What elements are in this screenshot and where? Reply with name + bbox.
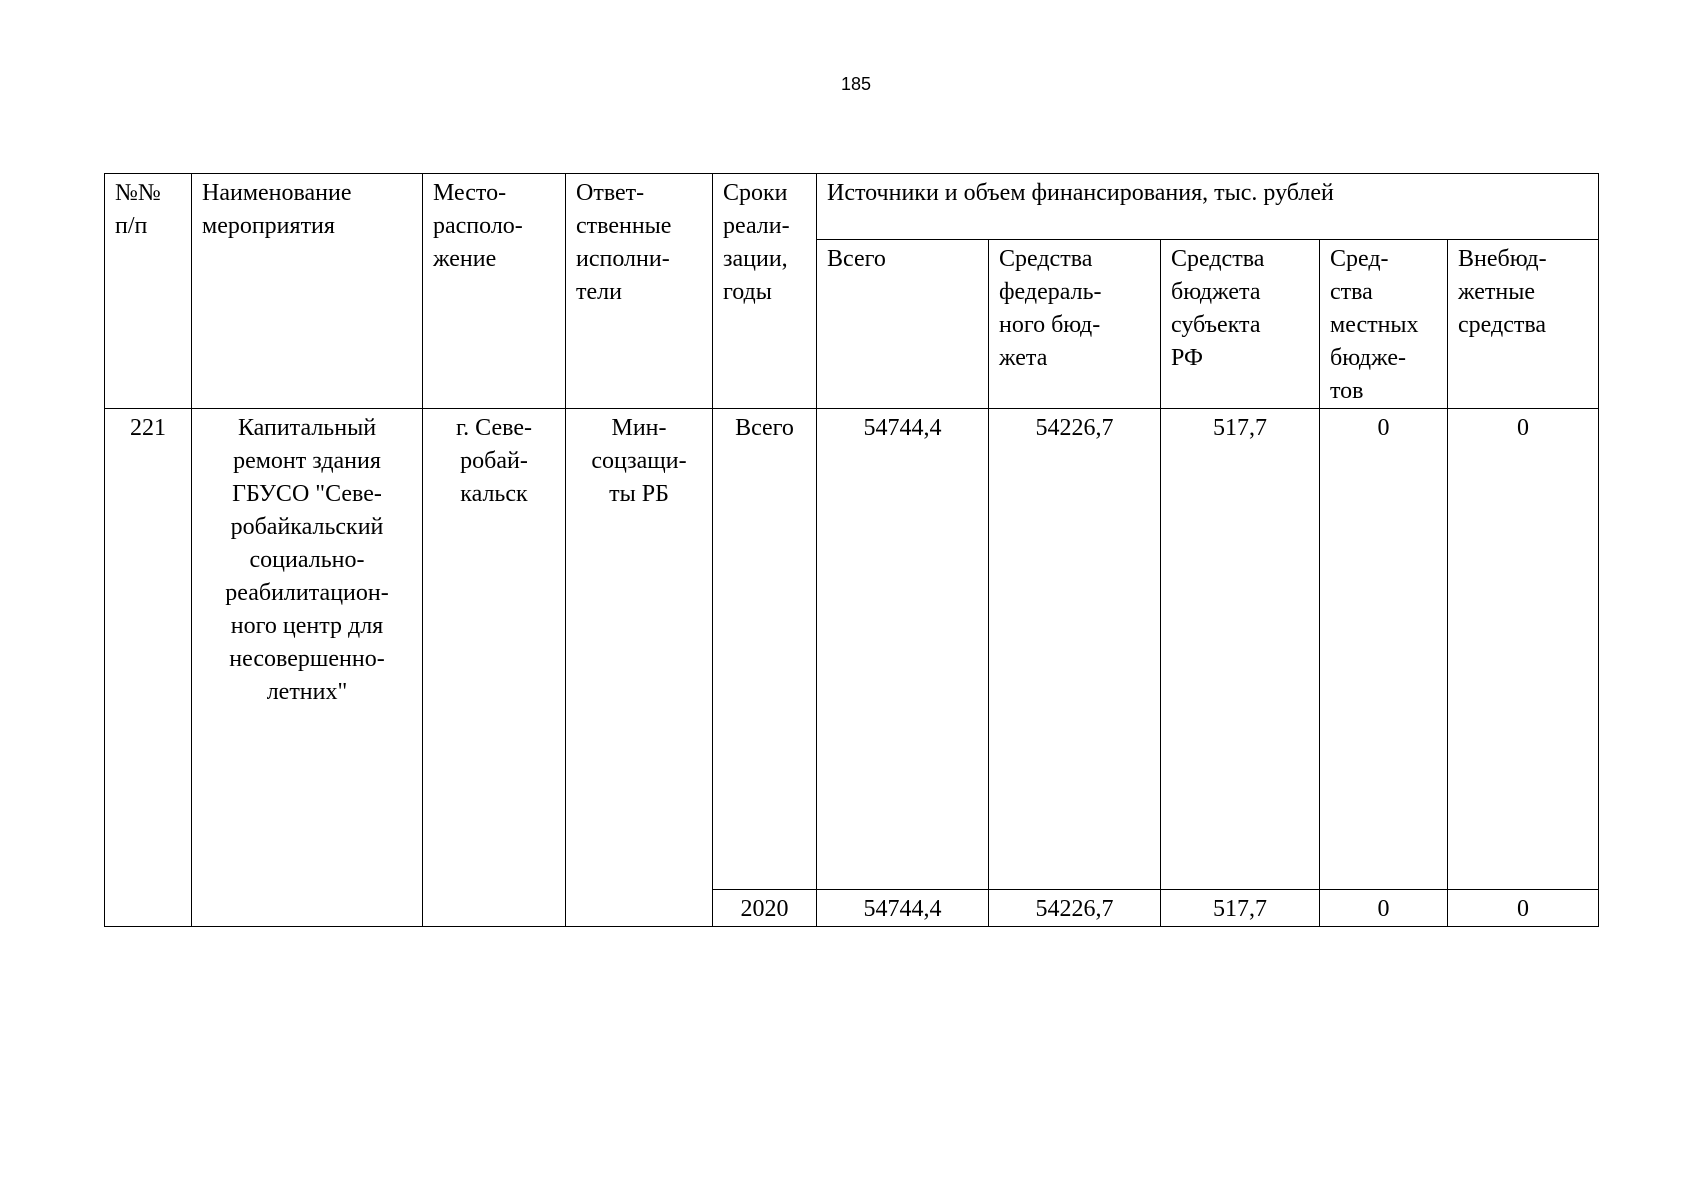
header-sources: Источники и объем финансирования, тыс. рублей (817, 174, 1599, 240)
row-term: Всего (713, 409, 817, 890)
page-number: 185 (840, 74, 872, 94)
row-federal: 54226,7 (989, 890, 1161, 927)
row-local: 0 (1320, 890, 1448, 927)
row-total: 54744,4 (817, 409, 989, 890)
row-total: 54744,4 (817, 890, 989, 927)
header-terms: Сроки реали- зации, годы (713, 174, 817, 409)
row-executors: Мин- соцзащи- ты РБ (566, 409, 713, 927)
row-offbudget: 0 (1448, 890, 1599, 927)
row-term: 2020 (713, 890, 817, 927)
row-location: г. Севе- робай- кальск (423, 409, 566, 927)
header-subject: Средства бюджета субъекта РФ (1161, 240, 1320, 409)
row-local: 0 (1320, 409, 1448, 890)
row-offbudget: 0 (1448, 409, 1599, 890)
row-federal: 54226,7 (989, 409, 1161, 890)
table-row (105, 409, 1599, 890)
header-num: №№ п/п (105, 174, 192, 409)
financing-table (104, 173, 1599, 927)
header-total: Всего (817, 240, 989, 409)
header-federal: Средства федераль- ного бюд- жета (989, 240, 1161, 409)
header-name: Наименование мероприятия (192, 174, 423, 409)
row-subject: 517,7 (1161, 890, 1320, 927)
header-location: Место- располо- жение (423, 174, 566, 409)
header-local: Сред- ства местных бюдже- тов (1320, 240, 1448, 409)
header-executors: Ответ- ственные исполни- тели (566, 174, 713, 409)
row-subject: 517,7 (1161, 409, 1320, 890)
header-row-1 (105, 174, 1599, 240)
row-name: Капитальный ремонт здания ГБУСО "Севе- робайкальский социально- реабилитацион- ного центр для несовершенно- летних" (192, 409, 423, 927)
row-num: 221 (105, 409, 192, 927)
header-offbudget: Внебюд- жетные средства (1448, 240, 1599, 409)
